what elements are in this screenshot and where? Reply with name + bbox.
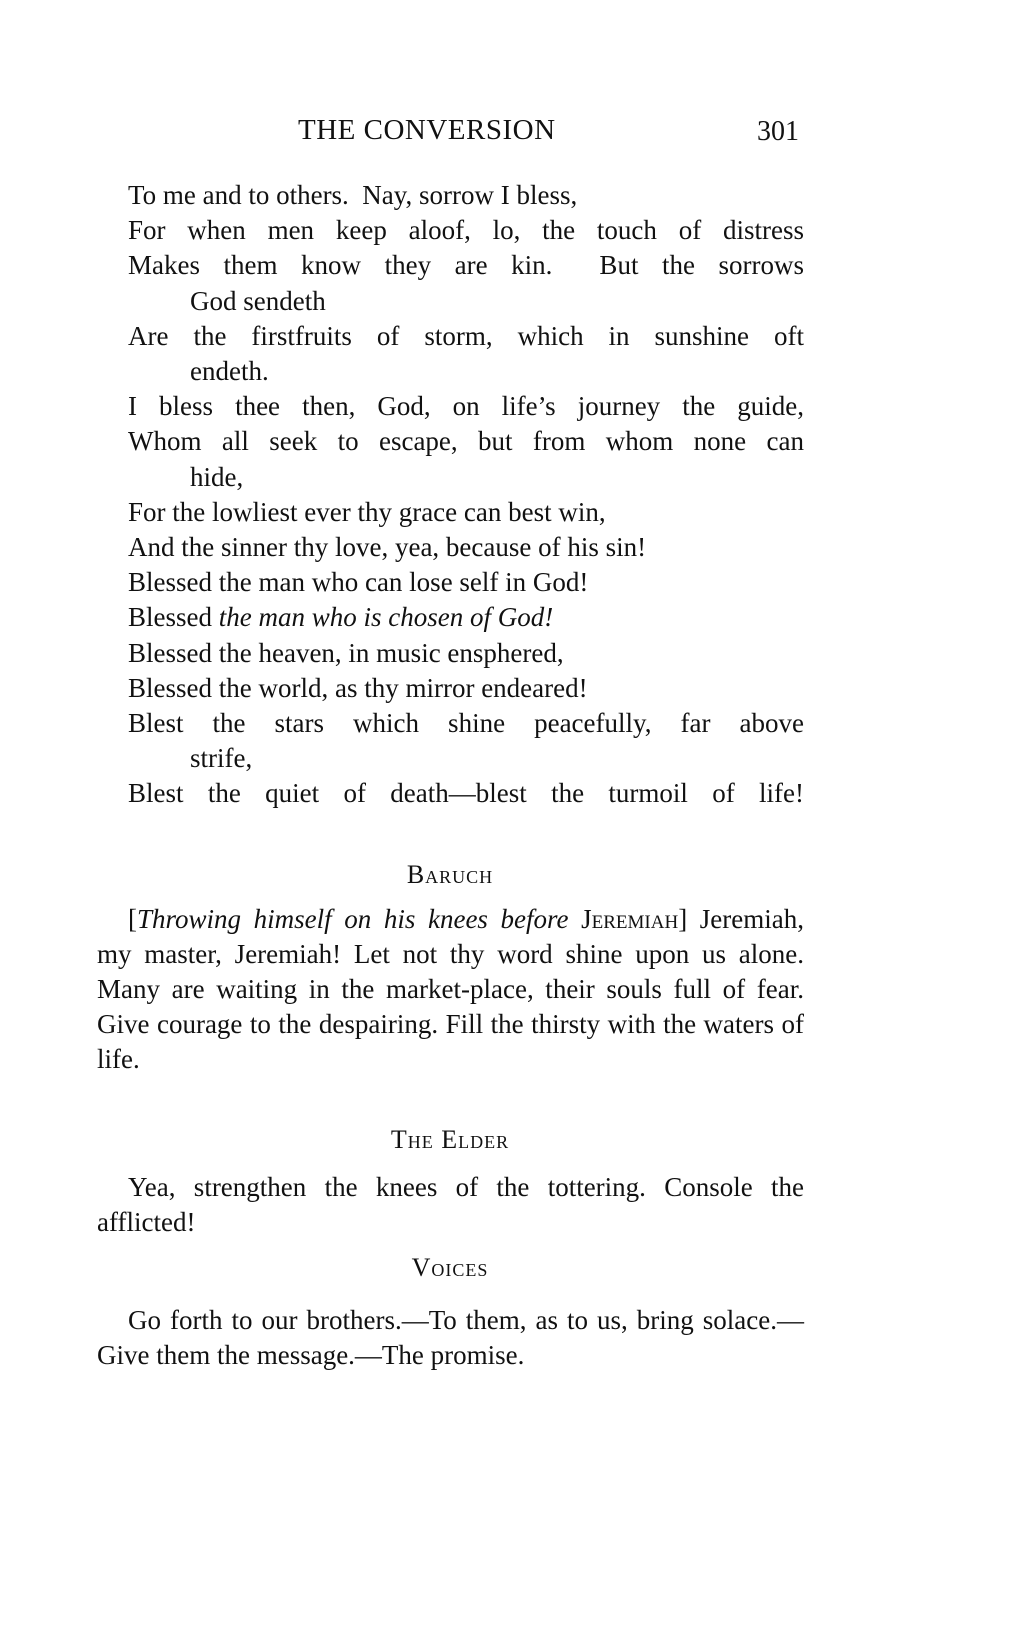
speech-text: Jeremiah, my master, Jeremiah! Let not thy word shine upon us alone. Many are waiting in the market-place, their souls full of fear. Give courage to the despairing. Fill the thirsty with the waters of life. <box>97 904 804 1074</box>
baruch-speech: [Throwing himself on his knees before Jeremiah] Jeremiah, my master, Jeremiah! Let not thy word shine upon us alone. Many are waiting in the market-place, their souls full of fear. Give courage to the despairing. Fill the thirsty with the waters of life. <box>97 904 804 1074</box>
speaker-the-elder: The Elder <box>390 1125 510 1154</box>
verse-line-continuation: God sendeth <box>190 285 326 316</box>
verse-line <box>128 706 804 741</box>
verse-line-continuation: endeth. <box>190 356 269 387</box>
elder-speech <box>97 1170 804 1240</box>
verse-line <box>128 495 804 530</box>
verse-line-text: And the sinner thy love, yea, because of his sin! <box>128 532 647 563</box>
verse-line-text: Makes them know they are kin. But the sorrows <box>128 250 804 281</box>
verse-line-continuation: strife, <box>190 743 253 774</box>
verse-line <box>128 636 804 671</box>
verse-block <box>128 178 804 812</box>
speech-text: Yea, strengthen the knees of the tottering. Console the afflicted! <box>97 1172 804 1237</box>
verse-line-text: Blessed the world, as thy mirror endeared! <box>128 672 588 703</box>
verse-line <box>128 389 804 424</box>
verse-line-text: Blest the quiet of death—blest the turmoil of life! <box>128 778 804 809</box>
verse-line <box>128 600 804 635</box>
voices-speech <box>97 1303 804 1373</box>
verse-line-continuation: hide, <box>190 461 244 492</box>
verse-line-text: Are the firstfruits of storm, which in sunshine oft <box>128 320 804 351</box>
verse-line <box>128 671 804 706</box>
verse-line <box>128 319 804 354</box>
running-title: THE CONVERSION <box>298 114 556 146</box>
verse-line <box>128 178 804 213</box>
verse-line-text: For when men keep aloof, lo, the touch of distress <box>128 215 804 246</box>
verse-line-italic: the man who is chosen of God! <box>218 602 554 633</box>
verse-line-text: Blessed the man who can lose self in God! <box>128 567 589 598</box>
speech-text: Go forth to our brothers.—To them, as to us, bring solace.—Give them the message.—The promise. <box>97 1305 804 1370</box>
verse-line <box>128 530 804 565</box>
verse-line-text: Blest the stars which shine peacefully, far above <box>128 708 804 739</box>
verse-line-text: I bless thee then, God, on life’s journey the guide, <box>128 391 804 422</box>
page-number: 301 <box>757 116 799 147</box>
verse-line <box>128 565 804 600</box>
running-header <box>0 114 1014 154</box>
verse-line <box>128 213 804 248</box>
verse-line <box>128 424 804 459</box>
stage-direction-name: Jeremiah <box>581 904 679 934</box>
verse-line-text: Blessed <box>128 602 219 633</box>
verse-line <box>128 248 804 283</box>
verse-line-text: For the lowliest ever thy grace can best win, <box>128 496 606 527</box>
speaker-voices: Voices <box>411 1253 489 1282</box>
verse-line-text: Whom all seek to escape, but from whom none can <box>128 426 804 457</box>
speaker-baruch: Baruch <box>406 860 494 889</box>
verse-line-text: Blessed the heaven, in music ensphered, <box>128 637 564 668</box>
verse-line <box>128 776 804 811</box>
verse-line-text: To me and to others. Nay, sorrow I bless, <box>128 180 578 210</box>
stage-direction: Throwing himself on his knees before <box>137 904 569 934</box>
